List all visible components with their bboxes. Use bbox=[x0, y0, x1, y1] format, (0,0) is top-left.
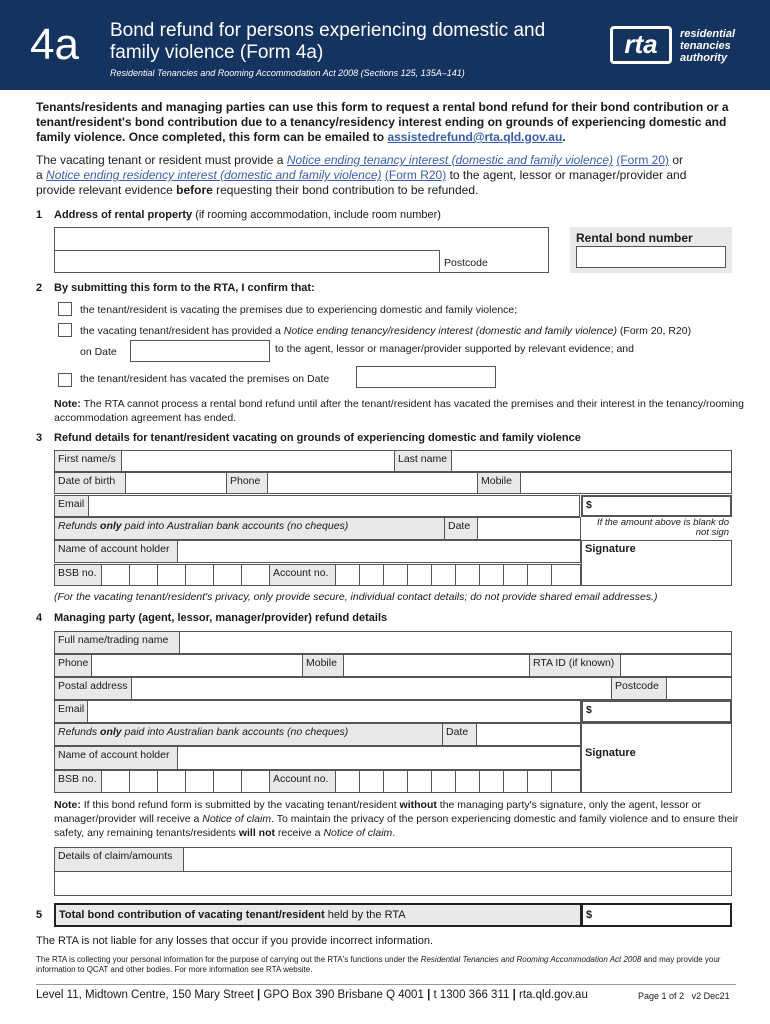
mp-phone-label: Phone bbox=[54, 654, 92, 677]
mp-account-digit[interactable] bbox=[551, 770, 581, 793]
mp-date-label: Date bbox=[442, 723, 477, 746]
mp-account-digit[interactable] bbox=[335, 770, 360, 793]
intro-paragraph: Tenants/residents and managing parties can use this form to request a rental bond refund for their bond contribution or a tenant/resident's bond contribution due to a tenancy/residency interest ending on grounds of experiencing domestic and family violence. Once completed, this form can be emailed to assistedrefund@rta.qld.gov.au. bbox=[36, 100, 729, 144]
account-digit[interactable] bbox=[503, 564, 528, 586]
form-number: 4a bbox=[30, 20, 79, 69]
email-link[interactable]: assistedrefund@rta.qld.gov.au bbox=[387, 130, 563, 144]
mp-account-digit[interactable] bbox=[455, 770, 480, 793]
date-field[interactable] bbox=[477, 517, 581, 540]
signature-label: Signature bbox=[585, 543, 636, 555]
confirm-vacated-label: the tenant/resident has vacated the premises on Date bbox=[80, 373, 330, 385]
mp-mobile-field[interactable] bbox=[343, 654, 530, 677]
details-field-1[interactable] bbox=[183, 847, 732, 872]
mp-refund-amount-field[interactable]: $ bbox=[581, 700, 732, 723]
mp-account-digit[interactable] bbox=[503, 770, 528, 793]
account-digit[interactable] bbox=[383, 564, 408, 586]
email-label: Email bbox=[54, 495, 89, 517]
last-name-label: Last name bbox=[394, 450, 452, 472]
mp-bsb-digit[interactable] bbox=[157, 770, 186, 793]
notice-date-field[interactable] bbox=[130, 340, 270, 362]
bsb-digit-2[interactable] bbox=[129, 564, 158, 586]
form-header bbox=[0, 0, 770, 90]
account-digit[interactable] bbox=[431, 564, 456, 586]
postcode-divider bbox=[439, 250, 440, 273]
mp-account-digit[interactable] bbox=[527, 770, 552, 793]
account-digit[interactable] bbox=[527, 564, 552, 586]
mp-signature-label: Signature bbox=[585, 747, 636, 759]
mobile-field[interactable] bbox=[520, 472, 732, 494]
phone-label: Phone bbox=[226, 472, 268, 494]
bsb-digit-5[interactable] bbox=[213, 564, 242, 586]
account-holder-label: Name of account holder bbox=[54, 540, 178, 563]
mp-account-holder-field[interactable] bbox=[177, 746, 581, 770]
mp-account-digit[interactable] bbox=[383, 770, 408, 793]
confirm-notice-label: the vacating tenant/resident has provided a Notice ending tenancy/residency interest (domestic and family violence) (Form 20, R20) bbox=[80, 325, 692, 337]
details-label: Details of claim/amounts bbox=[54, 847, 184, 872]
vacated-date-field[interactable] bbox=[356, 366, 496, 388]
act-reference: Residential Tenancies and Rooming Accommodation Act 2008 (Sections 125, 135A–141) bbox=[110, 68, 465, 78]
mp-postcode-label: Postcode bbox=[611, 677, 667, 700]
confirm-vacating-checkbox[interactable] bbox=[58, 302, 72, 316]
form20-link[interactable]: Notice ending tenancy interest (domestic and family violence) bbox=[286, 153, 613, 167]
bond-number-label: Rental bond number bbox=[576, 231, 693, 245]
privacy-statement: The RTA is collecting your personal information for the purpose of carrying out the RTA's functions under the Residential Tenancies and Rooming Accommodation Act 2008 and may provide your information to QCAT and other bodies. For more information see RTA website. bbox=[36, 955, 721, 974]
footer-page: Page 1 of 2 v2 Dec21 bbox=[638, 991, 730, 1001]
account-holder-field[interactable] bbox=[177, 540, 581, 563]
notice-date-label: on Date bbox=[80, 346, 117, 358]
dob-label: Date of birth bbox=[54, 472, 126, 494]
email-field[interactable] bbox=[88, 495, 580, 517]
mp-refunds-note: Refunds only paid into Australian bank accounts (no cheques) bbox=[54, 723, 443, 746]
mp-bsb-digit[interactable] bbox=[241, 770, 270, 793]
bsb-digit-6[interactable] bbox=[241, 564, 270, 586]
refund-amount-field[interactable]: $ bbox=[581, 495, 732, 517]
mp-account-digit[interactable] bbox=[431, 770, 456, 793]
formR20-link[interactable]: Notice ending residency interest (domestic and family violence) bbox=[46, 168, 382, 182]
mp-account-holder-label: Name of account holder bbox=[54, 746, 178, 770]
section-4-heading: 4 Managing party (agent, lessor, manager/provider) refund details bbox=[36, 612, 388, 624]
mp-date-field[interactable] bbox=[476, 723, 581, 746]
account-digit[interactable] bbox=[551, 564, 581, 586]
mp-bsb-digit[interactable] bbox=[213, 770, 242, 793]
bsb-label: BSB no. bbox=[54, 564, 102, 586]
mp-bsb-label: BSB no. bbox=[54, 770, 102, 793]
account-digit[interactable] bbox=[335, 564, 360, 586]
confirm-vacating-label: the tenant/resident is vacating the premises due to experiencing domestic and family violence; bbox=[80, 304, 518, 316]
mobile-label: Mobile bbox=[477, 472, 521, 494]
section-5-number: 5 bbox=[36, 909, 43, 921]
rta-logo-mark: rta bbox=[610, 26, 672, 64]
section-1-heading: 1 Address of rental property (if rooming accommodation, include room number) bbox=[36, 209, 441, 221]
footer-contact: Level 11, Midtown Centre, 150 Mary Street | GPO Box 390 Brisbane Q 4001 | t 1300 366 311 | rta.qld.gov.au bbox=[36, 989, 588, 1001]
mp-mobile-label: Mobile bbox=[302, 654, 344, 677]
mp-email-field[interactable] bbox=[87, 700, 581, 723]
mp-account-label: Account no. bbox=[269, 770, 336, 793]
account-digit[interactable] bbox=[407, 564, 432, 586]
account-digit[interactable] bbox=[455, 564, 480, 586]
confirm-notice-checkbox[interactable] bbox=[58, 323, 72, 337]
privacy-note: (For the vacating tenant/resident's privacy, only provide secure, individual contact details; do not provide shared email addresses.) bbox=[54, 591, 658, 603]
mp-email-label: Email bbox=[54, 700, 88, 723]
bsb-digit-3[interactable] bbox=[157, 564, 186, 586]
full-name-label: Full name/trading name bbox=[54, 631, 180, 654]
total-bond-field[interactable]: $ bbox=[581, 903, 732, 927]
account-digit[interactable] bbox=[359, 564, 384, 586]
section-2-heading: 2 By submitting this form to the RTA, I confirm that: bbox=[36, 282, 315, 294]
rta-logo bbox=[610, 22, 750, 72]
mp-account-digit[interactable] bbox=[479, 770, 504, 793]
mp-postcode-field[interactable] bbox=[666, 677, 732, 700]
mp-account-digit[interactable] bbox=[407, 770, 432, 793]
form20-ref-link[interactable]: (Form 20) bbox=[616, 153, 670, 167]
bond-number-field[interactable] bbox=[576, 246, 726, 268]
date-label: Date bbox=[444, 517, 478, 540]
notice-supported-label: to the agent, lessor or manager/provider supported by relevant evidence; and bbox=[275, 343, 634, 355]
mp-bsb-digit[interactable] bbox=[129, 770, 158, 793]
blank-amount-note: If the amount above is blank do not sign bbox=[596, 517, 729, 538]
rta-id-label: RTA ID (if known) bbox=[529, 654, 621, 677]
first-name-field[interactable] bbox=[121, 450, 395, 472]
postal-label: Postal address bbox=[54, 677, 132, 700]
address-divider bbox=[54, 250, 439, 251]
refunds-note: Refunds only paid into Australian bank accounts (no cheques) bbox=[54, 517, 445, 540]
mp-bsb-digit[interactable] bbox=[101, 770, 130, 793]
footer-divider bbox=[36, 984, 736, 985]
last-name-field[interactable] bbox=[451, 450, 732, 472]
account-label: Account no. bbox=[269, 564, 336, 586]
form-title: Bond refund for persons experiencing domestic and family violence (Form 4a) bbox=[110, 20, 546, 63]
mp-bsb-digit[interactable] bbox=[185, 770, 214, 793]
postal-field[interactable] bbox=[131, 677, 612, 700]
phone-field[interactable] bbox=[267, 472, 478, 494]
formR20-ref-link[interactable]: (Form R20) bbox=[384, 168, 447, 182]
section-3-heading: 3 Refund details for tenant/resident vacating on grounds of experiencing domestic and family violence bbox=[36, 432, 581, 444]
mp-phone-field[interactable] bbox=[91, 654, 303, 677]
postcode-label: Postcode bbox=[444, 257, 488, 269]
section-2-note: Note: The RTA cannot process a rental bond refund until after the tenant/resident has vacated the premises and their interest in the tenancy/rooming accommodation agreement has ended. bbox=[54, 398, 744, 424]
account-digit[interactable] bbox=[479, 564, 504, 586]
notice-paragraph: The vacating tenant or resident must provide a Notice ending tenancy interest (domestic and family violence) (Form 20) or a Notice ending residency interest (domestic and family violence) (Form R20) to the agent, lessor or manager/provider and provide relevant evidence before requesting their bond contribution to be refunded. bbox=[36, 153, 687, 197]
confirm-vacated-checkbox[interactable] bbox=[58, 373, 72, 387]
details-field-2[interactable] bbox=[54, 871, 732, 896]
rta-logo-words: residential tenancies authority bbox=[680, 28, 736, 64]
bsb-digit-4[interactable] bbox=[185, 564, 214, 586]
first-name-label: First name/s bbox=[54, 450, 122, 472]
rta-id-field[interactable] bbox=[620, 654, 732, 677]
total-bond-label: Total bond contribution of vacating tenant/resident held by the RTA bbox=[54, 903, 582, 927]
liability-note: The RTA is not liable for any losses that occur if you provide incorrect information. bbox=[36, 935, 433, 947]
mp-account-digit[interactable] bbox=[359, 770, 384, 793]
bsb-digit-1[interactable] bbox=[101, 564, 130, 586]
section-4-note: Note: If this bond refund form is submitted by the vacating tenant/resident without the managing party's signature, only the agent, lessor or manager/provider will receive a Notice of claim. To maintain the privacy of the person experiencing domestic and family violence and to ensure their safety, any remaining tenants/residents will not receive a Notice of claim. bbox=[54, 799, 739, 839]
dob-field[interactable] bbox=[125, 472, 227, 494]
full-name-field[interactable] bbox=[179, 631, 732, 654]
